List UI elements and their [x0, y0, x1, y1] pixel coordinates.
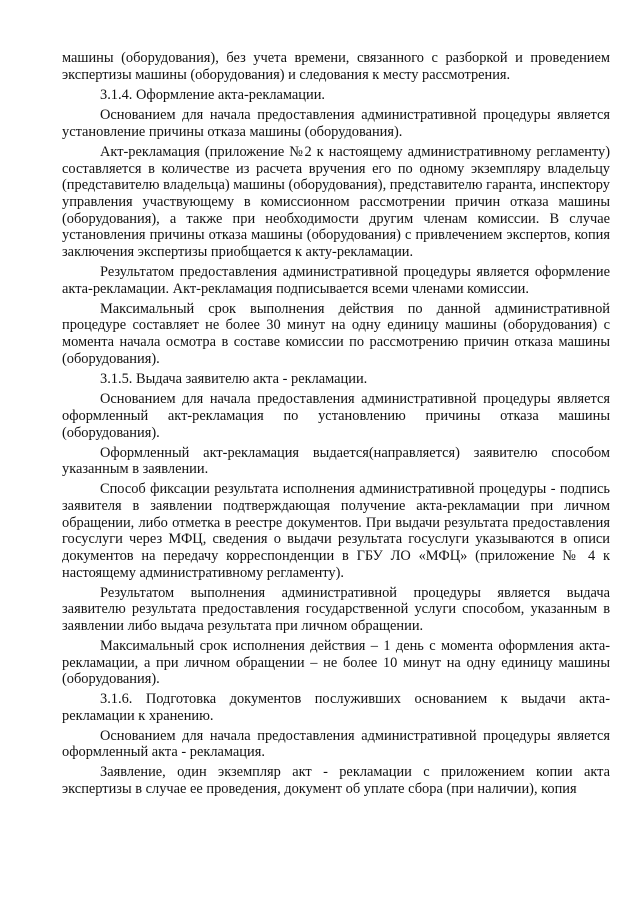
paragraph: Максимальный срок исполнения действия – 1 день с момента оформления акта-рекламации, а при личном обращении – не более 10 минут на одну единицу машины (оборудования). [62, 637, 610, 688]
paragraph: Результатом выполнения административной процедуры является выдача заявителю результата предоставления государственной услуги способом, указанным в заявлении либо выдача результата при личном обращении. [62, 584, 610, 634]
section-heading-3-1-5: 3.1.5. Выдача заявителю акта - рекламации. [100, 370, 368, 387]
paragraph: Заявление, один экземпляр акт - рекламации с приложением копии акта экспертизы в случае ее проведения, документ об уплате сбора (при наличии), копия [62, 764, 610, 798]
paragraph: Способ фиксации результата исполнения административной процедуры - подпись заявителя в заявлении подтверждающая получение акта-рекламации при личном обращении, либо отметка в реестре документов. При выдачи результата предоставления госуслуги через МФЦ, сведения о выдачи результата госуслуги указываются в описи документов на передачу корреспонденции в ГБУ ЛО «МФЦ» (приложение № 4 к настоящему административному регламенту). [62, 481, 610, 581]
document-page [62, 50, 610, 801]
paragraph: Результатом предоставления административной процедуры является оформление акта-рекламации. Акт-рекламация подписывается всеми членами комиссии. [62, 264, 610, 297]
paragraph: Основанием для начала предоставления административной процедуры является оформленный акт-рекламация по установлению причины отказа машины (оборудования). [62, 391, 610, 441]
paragraph: Основанием для начала предоставления административной процедуры является установление причины отказа машины (оборудования). [62, 107, 610, 140]
paragraph: Основанием для начала предоставления административной процедуры является оформленный акта - рекламация. [62, 727, 610, 761]
paragraph: Акт-рекламация (приложение №2 к настоящему административному регламенту) составляется в количестве из расчета вручения его по одному экземпляру владельцу (представителю владельца) машины (оборудования), представителю гаранта, инспектору управления участвующему в комиссионном рассмотрении причин отказа машины (оборудования), а также при необходимости другим членам комиссии. В случае установления причины отказа машины (оборудования) с привлечением экспертов, копия заключения экспертизы приобщается к акту-рекламации. [62, 143, 610, 261]
paragraph: Максимальный срок выполнения действия по данной административной процедуре составляет не более 30 минут на одну единицу машины (оборудования) с момента начала осмотра в составе комиссии по рассмотрению причин отказа машины (оборудования). [62, 300, 610, 367]
section-heading-3-1-4: 3.1.4. Оформление акта-рекламации. [100, 86, 326, 103]
section-heading-3-1-6: 3.1.6. Подготовка документов послуживших основанием к выдачи акта-рекламации к хранению. [62, 691, 610, 724]
paragraph-continuation: машины (оборудования), без учета времени, связанного с разборкой и проведением экспертизы машины (оборудования) и следования к месту рассмотрения. [62, 50, 610, 83]
paragraph: Оформленный акт-рекламация выдается(направляется) заявителю способом указанным в заявлении. [62, 444, 610, 478]
